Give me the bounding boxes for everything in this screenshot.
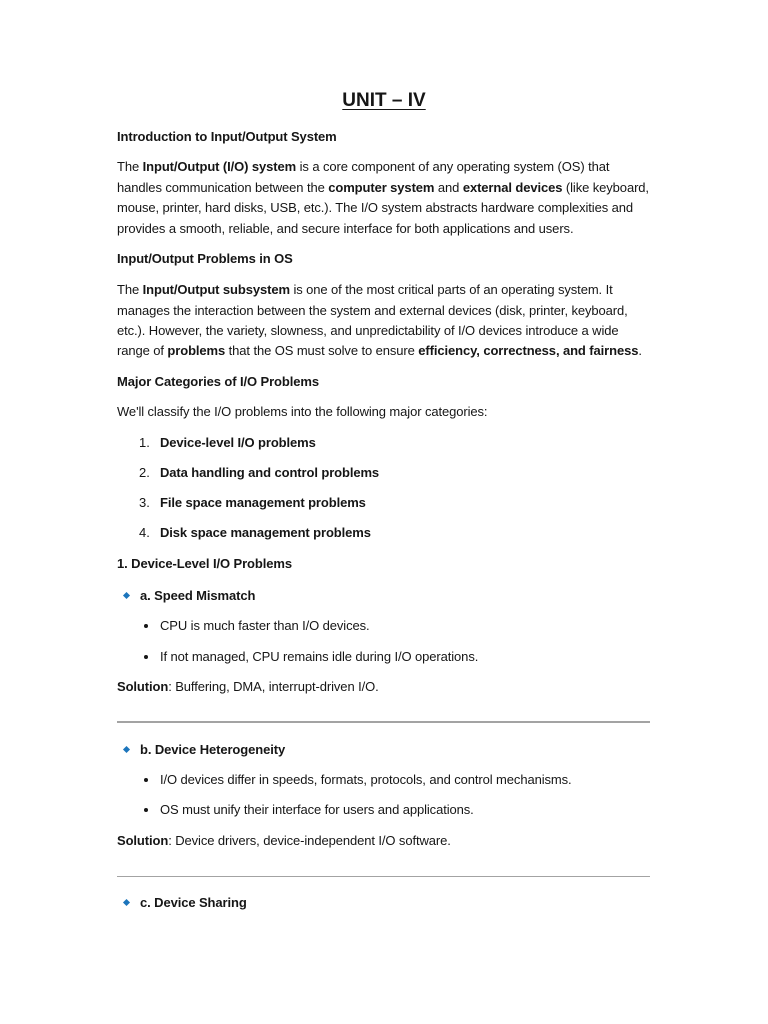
list-item-number: 3. bbox=[139, 495, 150, 510]
paragraph-line bbox=[117, 221, 573, 237]
bullet-icon bbox=[144, 624, 148, 628]
section-heading-categories: Major Categories of I/O Problems bbox=[117, 374, 319, 389]
list-item-text: Data handling and control problems bbox=[160, 465, 380, 480]
page-title bbox=[0, 89, 768, 113]
text-segment: . bbox=[638, 343, 642, 358]
text-segment: is one of the most critical parts of an operating system. It bbox=[289, 282, 613, 297]
solution-text: : Device drivers, device-independent I/O software. bbox=[168, 833, 451, 848]
page-title-text: UNIT – IV bbox=[342, 90, 426, 111]
paragraph-line bbox=[117, 180, 649, 196]
bold-term: computer system bbox=[328, 180, 435, 195]
paragraph-line bbox=[117, 282, 613, 298]
solution-line bbox=[117, 833, 451, 849]
bold-term: Input/Output (I/O) system bbox=[142, 159, 297, 174]
text-segment: The bbox=[117, 159, 143, 174]
section-heading-device-level: 1. Device-Level I/O Problems bbox=[117, 556, 292, 571]
bullet-icon bbox=[144, 808, 148, 812]
bullet-text: If not managed, CPU remains idle during I/O operations. bbox=[160, 649, 479, 664]
list-item-text: Disk space management problems bbox=[160, 525, 371, 540]
bold-term: Input/Output subsystem bbox=[142, 282, 290, 297]
text-segment: mouse, printer, hard disks, USB, etc.). The I/O system abstracts hardware complexities and bbox=[117, 200, 634, 215]
section-heading-problems: Input/Output Problems in OS bbox=[117, 251, 293, 266]
diamond-bullet-icon bbox=[123, 592, 130, 599]
diamond-bullet-icon bbox=[123, 746, 130, 753]
paragraph-line bbox=[117, 343, 642, 359]
paragraph-line bbox=[117, 159, 609, 175]
text-segment: (like keyboard, bbox=[562, 180, 649, 195]
bold-term: problems bbox=[167, 343, 226, 358]
bullet-text: I/O devices differ in speeds, formats, protocols, and control mechanisms. bbox=[160, 772, 572, 787]
list-item-text: File space management problems bbox=[160, 495, 366, 510]
paragraph-line bbox=[117, 200, 633, 216]
text-segment: manages the interaction between the system and external devices (disk, printer, keyboard, bbox=[117, 303, 628, 318]
bullet-text: OS must unify their interface for users and applications. bbox=[160, 802, 474, 817]
horizontal-divider bbox=[117, 721, 650, 723]
horizontal-divider bbox=[117, 876, 650, 877]
categories-lead-text: We'll classify the I/O problems into the following major categories: bbox=[117, 404, 488, 419]
list-item-number: 4. bbox=[139, 525, 150, 540]
solution-line bbox=[117, 679, 379, 695]
bullet-icon bbox=[144, 655, 148, 659]
list-item-number: 2. bbox=[139, 465, 150, 480]
bold-term: efficiency, correctness, and fairness bbox=[418, 343, 639, 358]
subsection-title: b. Device Heterogeneity bbox=[140, 742, 286, 757]
text-segment: that the OS must solve to ensure bbox=[225, 343, 419, 358]
text-segment: etc.). However, the variety, slowness, and unpredictability of I/O devices introduce a wide bbox=[117, 323, 619, 338]
diamond-bullet-icon bbox=[123, 899, 130, 906]
text-segment: and bbox=[434, 180, 463, 195]
bullet-text: CPU is much faster than I/O devices. bbox=[160, 618, 370, 633]
solution-label: Solution bbox=[117, 833, 169, 848]
list-item-text: Device-level I/O problems bbox=[160, 435, 316, 450]
text-segment: handles communication between the bbox=[117, 180, 329, 195]
solution-text: : Buffering, DMA, interrupt-driven I/O. bbox=[168, 679, 379, 694]
list-item-number: 1. bbox=[139, 435, 150, 450]
subsection-title: c. Device Sharing bbox=[140, 895, 247, 910]
text-segment: provides a smooth, reliable, and secure interface for both applications and users. bbox=[117, 221, 574, 236]
paragraph-line bbox=[117, 303, 628, 319]
solution-label: Solution bbox=[117, 679, 169, 694]
bold-term: external devices bbox=[462, 180, 563, 195]
paragraph-line bbox=[117, 323, 619, 339]
bullet-icon bbox=[144, 778, 148, 782]
text-segment: The bbox=[117, 282, 143, 297]
text-segment: range of bbox=[117, 343, 168, 358]
text-segment: is a core component of any operating system (OS) that bbox=[296, 159, 610, 174]
section-heading-intro: Introduction to Input/Output System bbox=[117, 129, 337, 144]
subsection-title: a. Speed Mismatch bbox=[140, 588, 256, 603]
